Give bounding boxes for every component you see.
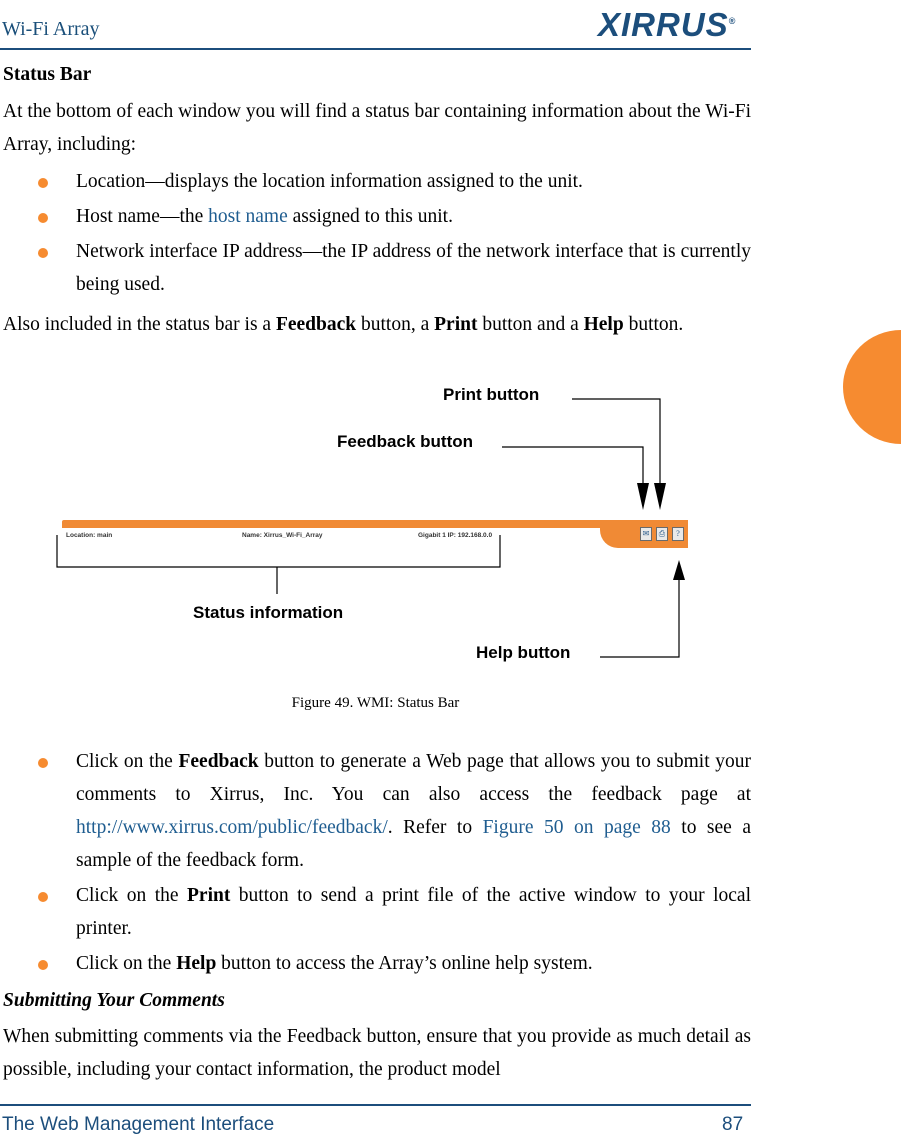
print-term: Print (187, 885, 231, 906)
page-number: 87 (722, 1114, 744, 1135)
feedback-term: Feedback (275, 314, 357, 335)
section-heading: Status Bar (3, 64, 92, 85)
host-name-link[interactable]: host name (208, 206, 288, 227)
footer-title: The Web Management Interface (2, 1114, 275, 1135)
submitting-paragraph: When submitting comments via the Feedback button, ensure that you provide as much detail as possible, including your contact information, the product model (3, 1026, 751, 1080)
list-item (0, 879, 751, 945)
help-button-label: Help button (476, 643, 571, 662)
list-item (0, 745, 751, 877)
callout-lines (0, 380, 751, 680)
status-name: Name: Xirrus_Wi-Fi_Array (242, 532, 323, 539)
para-text: Also included in the status bar is a (3, 314, 276, 335)
bullet-text: button to send a print file of the active window to your local printer. (76, 885, 751, 939)
para-text: button. (623, 314, 684, 335)
header-rule (0, 48, 751, 50)
figure-50-link[interactable]: Figure 50 on page 88 (482, 817, 671, 838)
feedback-icon[interactable]: ✉ (640, 527, 652, 541)
bullet-text: to see a sample of the feedback form. (76, 817, 751, 871)
chapter-tab (843, 330, 901, 444)
feedback-arrow (637, 483, 649, 510)
bullet-text: Click on the (76, 885, 187, 906)
bullet-icon (38, 248, 48, 258)
list-item (0, 947, 751, 980)
status-information-label: Status information (193, 603, 344, 622)
feedback-term: Feedback (178, 751, 259, 772)
para-text: button and a (477, 314, 584, 335)
submitting-heading: Submitting Your Comments (3, 990, 225, 1011)
bullet-icon (38, 213, 48, 223)
help-callout-line (600, 580, 679, 657)
print-callout-line (572, 399, 660, 483)
action-list (0, 745, 751, 982)
bullet-icon (38, 758, 48, 768)
bullet-text: button to access the Array’s online help system. (216, 953, 593, 974)
print-button-label: Print button (443, 385, 540, 404)
feedback-button-label: Feedback button (337, 432, 474, 451)
print-term: Print (434, 314, 478, 335)
para-text: button, a (356, 314, 435, 335)
help-term: Help (583, 314, 624, 335)
bullet-icon (38, 960, 48, 970)
list-item (0, 200, 751, 233)
bullet-text: Host name—the (76, 206, 209, 227)
bullet-text: Location—displays the location information assigned to the unit. (76, 171, 583, 192)
list-item (0, 235, 751, 301)
feedback-url-link[interactable]: http://www.xirrus.com/public/feedback/ (76, 817, 388, 838)
intro-paragraph: At the bottom of each window you will find a status bar containing information about the Wi-Fi Array, including: (3, 101, 751, 155)
status-ip: Gigabit 1 IP: 192.168.0.0 (418, 532, 493, 539)
bullet-text: Network interface IP address—the IP address of the network interface that is currently being used. (76, 241, 751, 295)
logo-text: XIRRUS (598, 6, 729, 43)
bullet-text: button to generate a Web page that allows you to submit your comments to Xirrus, Inc. You can also access the feedback page at (76, 751, 751, 805)
xirrus-logo (598, 6, 736, 44)
bullet-icon (38, 178, 48, 188)
figure-caption: Figure 49. WMI: Status Bar (291, 695, 460, 711)
help-arrow (673, 560, 685, 580)
help-icon[interactable]: ? (672, 527, 684, 541)
header-title: Wi-Fi Array (2, 18, 100, 40)
bullet-icon (38, 892, 48, 902)
logo-mark: ® (728, 16, 737, 26)
status-items-list (0, 165, 751, 303)
list-item (0, 165, 751, 198)
print-arrow (654, 483, 666, 510)
status-bracket (57, 535, 500, 567)
print-icon[interactable]: ⎙ (656, 527, 668, 541)
bullet-text: . Refer to (387, 817, 483, 838)
bullet-text: Click on the (76, 953, 177, 974)
status-location: Location: main (66, 532, 113, 539)
bullet-text: assigned to this unit. (287, 206, 453, 227)
footer-rule (0, 1104, 751, 1106)
also-included-paragraph (3, 308, 751, 341)
feedback-callout-line (502, 447, 643, 483)
help-term: Help (176, 953, 217, 974)
bullet-text: Click on the (76, 751, 179, 772)
